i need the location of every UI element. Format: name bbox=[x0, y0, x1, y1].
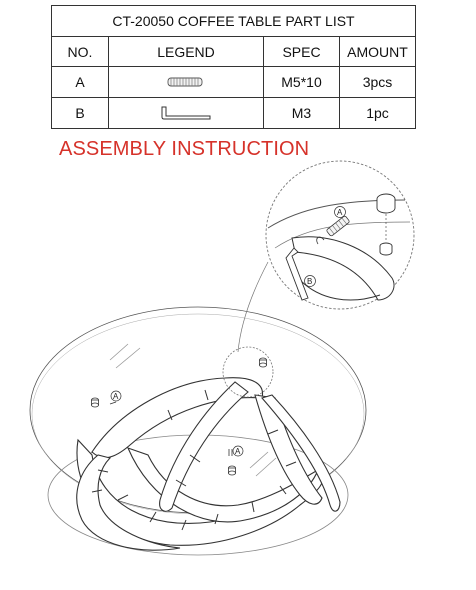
part-spec: M5*10 bbox=[264, 67, 340, 98]
table-header-row bbox=[52, 37, 416, 67]
assembly-drawing bbox=[0, 160, 476, 590]
header-legend: LEGEND bbox=[109, 37, 264, 67]
header-spec: SPEC bbox=[264, 37, 340, 67]
part-legend bbox=[109, 98, 264, 129]
header-no: NO. bbox=[52, 37, 109, 67]
detail-allen-key bbox=[286, 248, 308, 300]
table-row bbox=[52, 67, 416, 98]
table-row bbox=[52, 98, 416, 129]
allen-key-icon bbox=[158, 105, 214, 121]
table-title-row bbox=[52, 6, 416, 37]
bolt-icon bbox=[166, 76, 206, 88]
part-amount: 3pcs bbox=[340, 67, 416, 98]
callout-a-label: A bbox=[235, 447, 241, 456]
table-title: CT-20050 COFFEE TABLE PART LIST bbox=[52, 6, 416, 37]
part-spec: M3 bbox=[264, 98, 340, 129]
parts-list-table bbox=[51, 5, 416, 129]
header-amount: AMOUNT bbox=[340, 37, 416, 67]
part-legend bbox=[109, 67, 264, 98]
part-no: A bbox=[52, 67, 109, 98]
detail-callout-a-label: A bbox=[337, 208, 343, 217]
callout-a-label: A bbox=[113, 392, 119, 401]
detail-callout-b-label: B bbox=[307, 277, 313, 286]
part-amount: 1pc bbox=[340, 98, 416, 129]
base-frame bbox=[77, 378, 340, 550]
detail-glass-pad bbox=[377, 194, 395, 255]
assembly-instruction-heading: ASSEMBLY INSTRUCTION bbox=[59, 138, 310, 160]
part-no: B bbox=[52, 98, 109, 129]
